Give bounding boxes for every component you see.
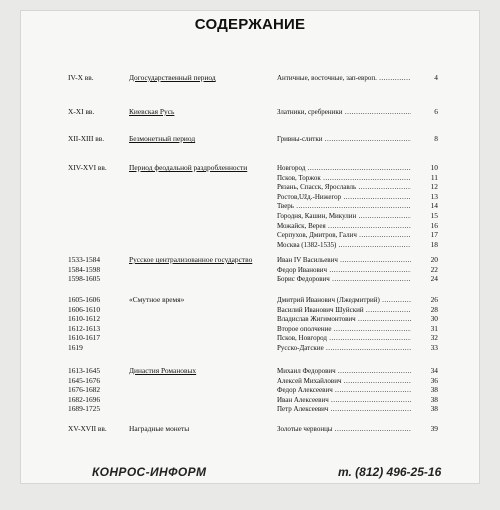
toc-row [20, 295, 480, 305]
toc-page-number: 13 [430, 191, 438, 201]
toc-period: 1689-1725 [68, 404, 101, 414]
toc-page-number: 28 [430, 304, 438, 314]
toc-page [20, 10, 480, 484]
toc-page-number: 38 [430, 394, 438, 404]
toc-page-number: 14 [430, 201, 438, 211]
toc-period: 1533-1584 [68, 255, 101, 264]
toc-row [20, 201, 480, 211]
toc-period: 1584-1598 [68, 264, 101, 274]
toc-entry: Псков, Торжок ..... [277, 173, 411, 183]
toc-row [20, 182, 480, 192]
toc-period: 1682-1696 [68, 394, 101, 404]
toc-row [20, 385, 480, 395]
toc-row [20, 255, 480, 265]
toc-row [20, 404, 480, 414]
toc-period: 1598-1605 [68, 274, 101, 284]
toc-page-number: 38 [430, 404, 438, 414]
toc-row [20, 343, 480, 353]
toc-entry: Федор Иванович ..... [277, 265, 411, 275]
toc-entry: Федор Алексеевич ..... [277, 385, 411, 395]
toc-row [20, 163, 480, 173]
toc-entry: Иван IV Васильевич ..... [277, 255, 411, 265]
toc-entry: Москва (1382-1535) ..... [277, 240, 411, 250]
toc-entry: Античные, восточные, зап-европ. ..... [277, 73, 411, 83]
toc-entry: Серпухов, Дмитров, Галич ..... [277, 230, 411, 240]
publisher-name: КОНРОС-ИНФОРМ [92, 465, 207, 479]
toc-entry: Златники, сребреники ..... [277, 107, 411, 117]
toc-row [20, 333, 480, 343]
toc-page-number: 11 [430, 172, 438, 182]
toc-period: XV-XVII вв. [68, 424, 107, 433]
toc-page-number: 34 [430, 366, 438, 375]
toc-page-number: 39 [430, 424, 438, 433]
toc-entry: Рязань, Спасск, Ярославль ..... [277, 182, 411, 192]
toc-page-number: 15 [430, 211, 438, 220]
toc-topic: Догосударственный период [129, 73, 216, 82]
toc-row [20, 107, 480, 117]
toc-page-number: 20 [430, 255, 438, 264]
toc-period: IV-X вв. [68, 73, 94, 82]
toc-page-number: 22 [430, 264, 438, 274]
toc-period: 1645-1676 [68, 375, 101, 385]
toc-page-number: 18 [430, 239, 438, 249]
toc-page-number: 32 [430, 333, 438, 343]
toc-entry: Василий Иванович Шуйский ..... [277, 305, 411, 315]
toc-period: 1619 [68, 343, 83, 352]
toc-topic: «Смутное время» [129, 295, 185, 304]
toc-row [20, 211, 480, 221]
toc-row [20, 274, 480, 284]
toc-page-number: 4 [434, 73, 438, 82]
toc-entry: Тверь ..... [277, 201, 411, 211]
toc-row [20, 240, 480, 250]
toc-entry: Гривны-слитки ..... [277, 134, 411, 144]
toc-period: XIV-XVI вв. [68, 163, 107, 172]
toc-entry: Михаил Федорович ..... [277, 366, 411, 376]
toc-period: 1612-1613 [68, 323, 101, 333]
toc-entry: Борис Федорович ..... [277, 274, 411, 284]
toc-entry: Дмитрий Иванович (Лжедмитрий) ..... [277, 295, 411, 305]
toc-topic: Безмонетный период [129, 134, 196, 143]
toc-entry: Владислав Жигимонтович ..... [277, 314, 411, 324]
toc-entry: Золотые червонцы ..... [277, 424, 411, 434]
toc-topic: Русское централизованное государство [129, 255, 253, 264]
toc-topic: Наградные монеты [129, 424, 190, 433]
toc-entry: Новгород ..... [277, 163, 411, 173]
toc-entry: Можайск, Верея ..... [277, 221, 411, 231]
toc-period: 1676-1682 [68, 385, 101, 395]
toc-period: 1606-1610 [68, 304, 101, 314]
toc-row [20, 230, 480, 240]
toc-period: 1610-1612 [68, 314, 101, 324]
toc-entry: Алексей Михайлович ..... [277, 376, 411, 386]
toc-period: 1605-1606 [68, 295, 101, 304]
publisher-phone: т. (812) 496-25-16 [338, 465, 442, 479]
toc-row [20, 395, 480, 405]
toc-page-number: 8 [434, 134, 438, 143]
toc-row [20, 221, 480, 231]
toc-page-number: 16 [430, 220, 438, 230]
toc-topic: Киевская Русь [129, 107, 175, 116]
toc-row [20, 366, 480, 376]
toc-entry: Городня, Кашин, Микулин ..... [277, 211, 411, 221]
toc-topic: Период феодальной раздробленности [129, 163, 248, 172]
page-footer [20, 458, 480, 484]
toc-page-number: 6 [434, 107, 438, 116]
toc-page-number: 31 [430, 323, 438, 333]
toc-topic: Династия Романовых [129, 366, 197, 375]
toc-page-number: 12 [430, 182, 438, 192]
toc-row [20, 305, 480, 315]
toc-page-number: 26 [430, 295, 438, 304]
page-title: СОДЕРЖАНИЕ [194, 16, 306, 33]
toc-row [20, 73, 480, 83]
toc-page-number: 17 [430, 230, 438, 240]
toc-page-number: 33 [430, 343, 438, 352]
toc-row [20, 173, 480, 183]
toc-row [20, 314, 480, 324]
toc-page-number: 10 [430, 163, 438, 172]
toc-entry: Иван Алексеевич ..... [277, 395, 411, 405]
toc-entry: Второе ополчение ..... [277, 324, 411, 334]
toc-entry: Ростов,Užд.-Нижегор ..... [277, 192, 411, 202]
toc-entry: Петр Алексеевич ..... [277, 404, 411, 414]
toc-row [20, 192, 480, 202]
toc-page-number: 30 [430, 314, 438, 324]
toc-period: 1613-1645 [68, 366, 101, 375]
toc-page-number: 36 [430, 375, 438, 385]
toc-row [20, 265, 480, 275]
toc-page-number: 38 [430, 385, 438, 395]
toc-row [20, 376, 480, 386]
toc-entry: Русско-Датские ..... [277, 343, 411, 353]
toc-row [20, 324, 480, 334]
toc-row [20, 424, 480, 434]
toc-period: 1610-1617 [68, 333, 101, 343]
toc-page-number: 24 [430, 274, 438, 284]
toc-period: XII-XIII вв. [68, 134, 105, 143]
toc-row [20, 134, 480, 144]
toc-entry: Псков, Новгород ..... [277, 333, 411, 343]
toc-period: X-XI вв. [68, 107, 95, 116]
